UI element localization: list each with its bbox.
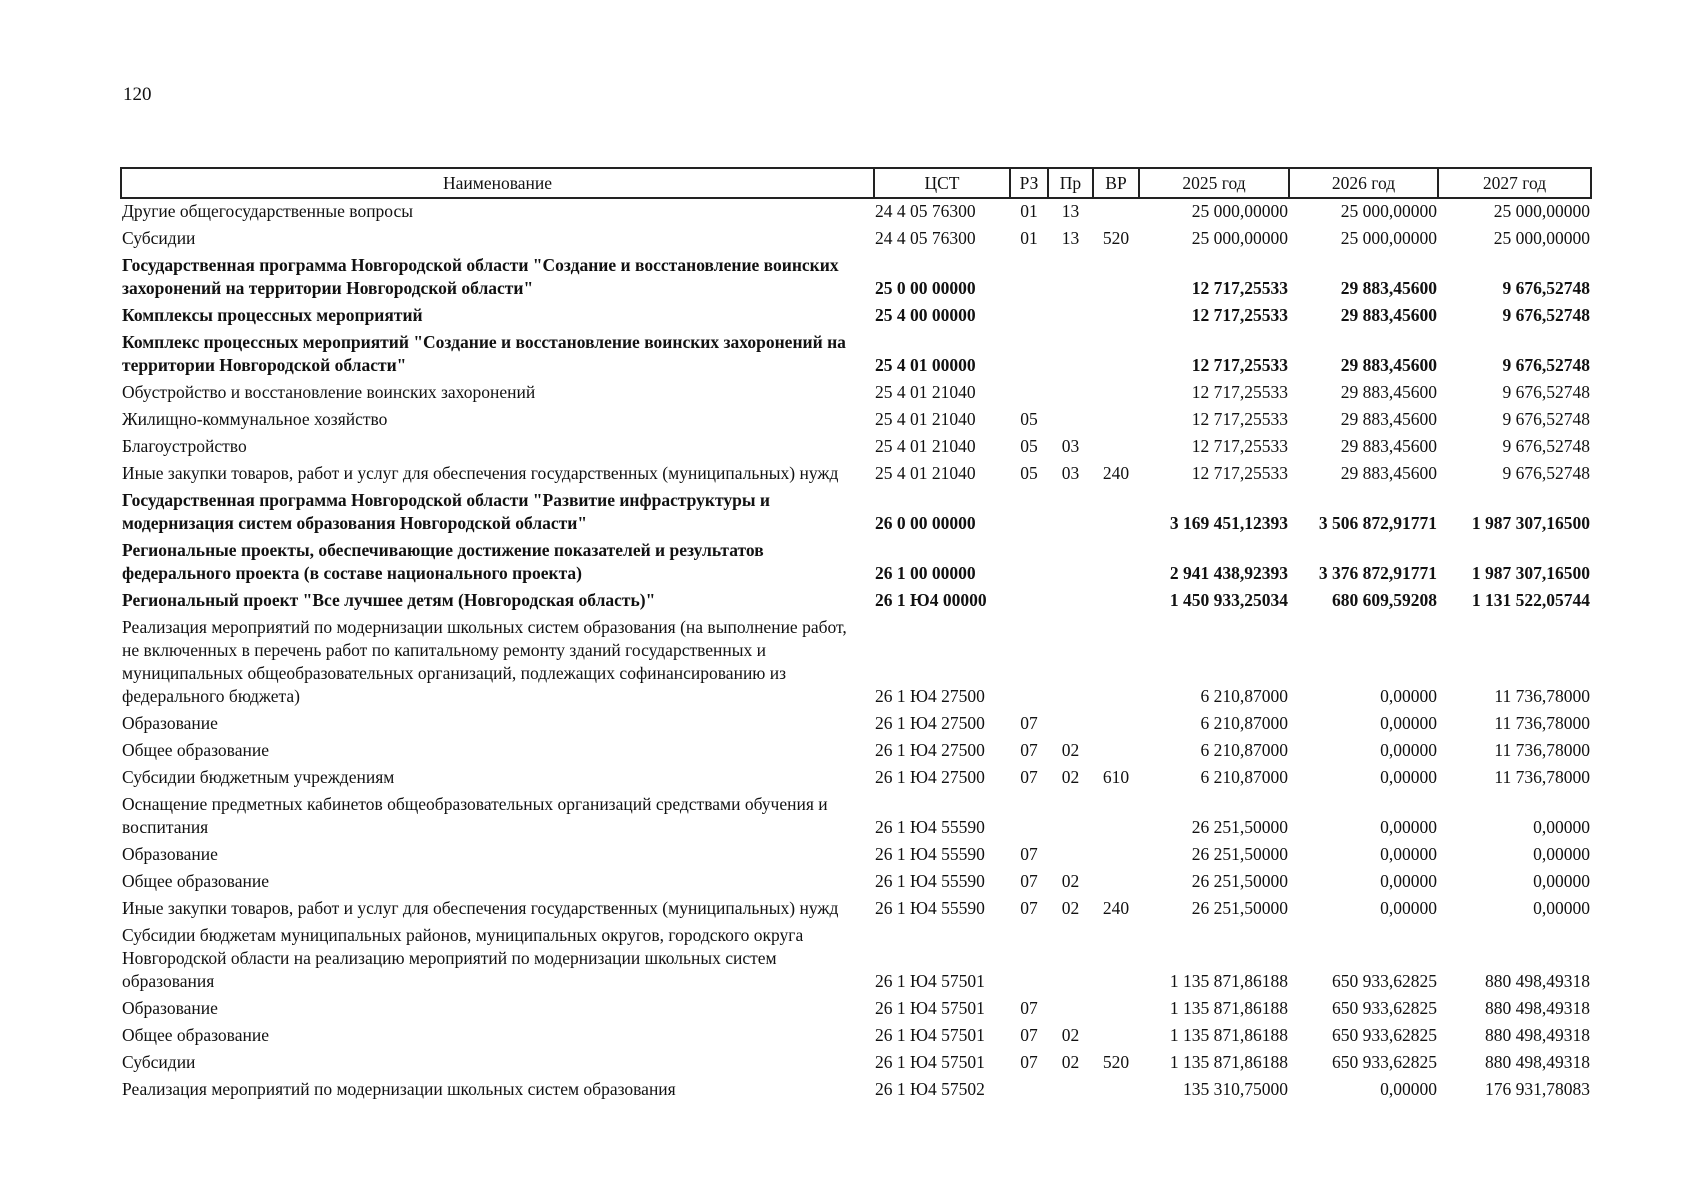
cell-pr (1048, 330, 1093, 380)
cell-cst: 26 1 Ю4 27500 (875, 767, 985, 787)
cell-y2025: 6 210,87000 (1200, 767, 1288, 787)
cell-pr (1048, 588, 1093, 615)
cell-y2026: 650 933,62825 (1332, 998, 1437, 1018)
cell-pr (1048, 615, 1093, 711)
cell-y2027: 9 676,52748 (1502, 436, 1590, 456)
cell-name: Государственная программа Новгородской области "Создание и восстановление воинских захоронений на территории Новгородской области" (122, 255, 839, 298)
cell-pr: 02 (1061, 1025, 1080, 1045)
cell-cst: 26 1 Ю4 55590 (875, 844, 985, 864)
table-row (121, 765, 1591, 792)
table-row (121, 923, 1591, 996)
cell-vr (1093, 303, 1139, 330)
cell-y2025: 12 717,25533 (1191, 409, 1288, 429)
table-row (121, 588, 1591, 615)
header-2025: 2025 год (1139, 168, 1289, 198)
budget-table (120, 167, 1592, 1104)
cell-rz (1010, 488, 1048, 538)
cell-y2025: 6 210,87000 (1200, 686, 1288, 706)
cell-cst: 25 4 01 21040 (875, 409, 976, 429)
cell-y2025: 12 717,25533 (1191, 355, 1288, 375)
cell-vr (1093, 1077, 1139, 1104)
cell-y2027: 880 498,49318 (1485, 998, 1590, 1018)
cell-y2026: 3 506 872,91771 (1318, 513, 1437, 533)
cell-y2025: 26 251,50000 (1191, 898, 1288, 918)
table-row (121, 1023, 1591, 1050)
cell-name: Реализация мероприятий по модернизации школьных систем образования (122, 1079, 676, 1099)
cell-vr (1093, 615, 1139, 711)
cell-vr (1093, 380, 1139, 407)
cell-y2027: 11 736,78000 (1494, 713, 1590, 733)
cell-y2026: 29 883,45600 (1340, 278, 1437, 298)
cell-pr: 13 (1061, 228, 1080, 248)
cell-y2027: 1 987 307,16500 (1471, 563, 1590, 583)
cell-cst: 26 1 00 00000 (875, 563, 976, 583)
cell-rz: 01 (1020, 228, 1038, 248)
cell-pr: 02 (1061, 1052, 1080, 1072)
cell-vr (1093, 253, 1139, 303)
cell-y2026: 3 376 872,91771 (1318, 563, 1437, 583)
table-header (121, 168, 1591, 198)
cell-name: Региональные проекты, обеспечивающие достижение показателей и результатов федерального проекта (в составе национального проекта) (122, 540, 764, 583)
cell-y2025: 12 717,25533 (1191, 463, 1288, 483)
cell-rz: 01 (1020, 201, 1038, 221)
cell-y2026: 0,00000 (1380, 898, 1437, 918)
cell-vr (1093, 923, 1139, 996)
cell-y2027: 880 498,49318 (1485, 971, 1590, 991)
cell-cst: 26 1 Ю4 55590 (875, 871, 985, 891)
cell-y2027: 9 676,52748 (1502, 355, 1590, 375)
table-row (121, 1050, 1591, 1077)
cell-y2027: 11 736,78000 (1494, 767, 1590, 787)
cell-y2026: 29 883,45600 (1340, 382, 1437, 402)
cell-y2027: 9 676,52748 (1502, 278, 1590, 298)
cell-pr: 13 (1061, 201, 1080, 221)
cell-cst: 25 4 00 00000 (875, 305, 976, 325)
cell-cst: 26 1 Ю4 27500 (875, 740, 985, 760)
table-row (121, 226, 1591, 253)
cell-name: Жилищно-коммунальное хозяйство (122, 409, 388, 429)
table-row (121, 461, 1591, 488)
table-row (121, 869, 1591, 896)
cell-y2025: 135 310,75000 (1183, 1079, 1288, 1099)
table-body (121, 198, 1591, 1104)
cell-y2025: 26 251,50000 (1191, 844, 1288, 864)
cell-y2026: 29 883,45600 (1340, 305, 1437, 325)
cell-pr (1048, 407, 1093, 434)
cell-cst: 26 1 Ю4 57501 (875, 998, 985, 1018)
cell-name: Другие общегосударственные вопросы (122, 201, 414, 221)
cell-rz (1010, 538, 1048, 588)
cell-y2025: 6 210,87000 (1200, 713, 1288, 733)
header-2027: 2027 год (1438, 168, 1591, 198)
cell-rz: 07 (1020, 844, 1038, 864)
cell-rz (1010, 588, 1048, 615)
cell-cst: 25 4 01 21040 (875, 463, 976, 483)
cell-pr: 03 (1061, 463, 1080, 483)
cell-y2026: 0,00000 (1380, 740, 1437, 760)
cell-y2026: 0,00000 (1380, 767, 1437, 787)
cell-rz: 07 (1020, 740, 1038, 760)
cell-vr (1093, 869, 1139, 896)
cell-pr: 02 (1061, 898, 1080, 918)
cell-y2025: 6 210,87000 (1200, 740, 1288, 760)
cell-cst: 26 1 Ю4 57502 (875, 1079, 985, 1099)
cell-cst: 25 4 01 00000 (875, 355, 976, 375)
cell-cst: 25 4 01 21040 (875, 436, 976, 456)
cell-cst: 26 1 Ю4 57501 (875, 1025, 985, 1045)
cell-rz: 07 (1020, 898, 1038, 918)
cell-y2027: 9 676,52748 (1502, 409, 1590, 429)
cell-y2027: 0,00000 (1533, 817, 1590, 837)
table-row (121, 488, 1591, 538)
cell-cst: 25 0 00 00000 (875, 278, 976, 298)
cell-vr (1093, 198, 1139, 226)
cell-vr (1093, 1023, 1139, 1050)
cell-y2025: 1 135 871,86188 (1169, 1052, 1288, 1072)
header-row (121, 168, 1591, 198)
cell-y2026: 0,00000 (1380, 817, 1437, 837)
cell-pr (1048, 996, 1093, 1023)
header-2026: 2026 год (1289, 168, 1438, 198)
cell-y2026: 0,00000 (1380, 713, 1437, 733)
cell-y2026: 29 883,45600 (1340, 436, 1437, 456)
cell-y2026: 25 000,00000 (1340, 228, 1437, 248)
cell-pr (1048, 1077, 1093, 1104)
cell-pr: 02 (1061, 871, 1080, 891)
cell-pr (1048, 303, 1093, 330)
table-row (121, 407, 1591, 434)
cell-pr (1048, 538, 1093, 588)
cell-name: Благоустройство (122, 436, 247, 456)
cell-name: Иные закупки товаров, работ и услуг для обеспечения государственных (муниципальных) нужд (122, 463, 839, 483)
cell-name: Реализация мероприятий по модернизации школьных систем образования (на выполнение работ, не включенных в перечень работ по капитальному ремонту зданий государственных и муниципальных общеобразовательных организаций, подлежащих софинансированию из федерального бюджета) (122, 617, 847, 706)
cell-y2027: 9 676,52748 (1502, 305, 1590, 325)
table-row (121, 738, 1591, 765)
table-row (121, 538, 1591, 588)
cell-y2025: 12 717,25533 (1191, 436, 1288, 456)
cell-y2027: 25 000,00000 (1493, 228, 1590, 248)
cell-cst: 26 1 Ю4 27500 (875, 713, 985, 733)
cell-pr: 02 (1061, 740, 1080, 760)
cell-vr: 610 (1102, 767, 1130, 787)
table-row (121, 380, 1591, 407)
cell-cst: 26 0 00 00000 (875, 513, 976, 533)
cell-rz (1010, 330, 1048, 380)
table-row (121, 434, 1591, 461)
cell-rz: 07 (1020, 767, 1038, 787)
cell-name: Комплексы процессных мероприятий (122, 305, 423, 325)
cell-y2025: 26 251,50000 (1191, 817, 1288, 837)
cell-pr (1048, 792, 1093, 842)
cell-y2027: 9 676,52748 (1502, 463, 1590, 483)
header-cst: ЦСТ (874, 168, 1010, 198)
cell-pr (1048, 380, 1093, 407)
cell-name: Региональный проект "Все лучшее детям (Новгородская область)" (122, 590, 656, 610)
table-row (121, 792, 1591, 842)
cell-pr (1048, 923, 1093, 996)
cell-cst: 26 1 Ю4 55590 (875, 817, 985, 837)
cell-y2025: 3 169 451,12393 (1169, 513, 1288, 533)
header-name: Наименование (121, 168, 874, 198)
header-rz: РЗ (1010, 168, 1048, 198)
cell-y2026: 25 000,00000 (1340, 201, 1437, 221)
cell-rz (1010, 303, 1048, 330)
cell-y2027: 880 498,49318 (1485, 1025, 1590, 1045)
cell-rz (1010, 253, 1048, 303)
cell-pr (1048, 842, 1093, 869)
header-vr: ВР (1093, 168, 1139, 198)
cell-name: Субсидии бюджетам муниципальных районов, муниципальных округов, городского округа Новгородской области на реализацию мероприятий по модернизации школьных систем образования (122, 925, 804, 991)
cell-cst: 26 1 Ю4 27500 (875, 686, 985, 706)
cell-y2026: 650 933,62825 (1332, 1025, 1437, 1045)
cell-vr: 520 (1102, 1052, 1130, 1072)
page-number: 120 (123, 84, 152, 105)
cell-y2027: 11 736,78000 (1494, 686, 1590, 706)
cell-name: Образование (122, 844, 218, 864)
cell-y2027: 11 736,78000 (1494, 740, 1590, 760)
cell-name: Субсидии (122, 228, 196, 248)
cell-cst: 24 4 05 76300 (875, 201, 976, 221)
cell-rz: 05 (1020, 436, 1038, 456)
cell-name: Иные закупки товаров, работ и услуг для обеспечения государственных (муниципальных) нужд (122, 898, 839, 918)
cell-pr (1048, 488, 1093, 538)
cell-rz: 05 (1020, 409, 1038, 429)
cell-rz (1010, 1077, 1048, 1104)
table-row (121, 615, 1591, 711)
cell-rz (1010, 923, 1048, 996)
cell-rz: 07 (1020, 871, 1038, 891)
cell-rz: 07 (1020, 1052, 1038, 1072)
cell-vr (1093, 434, 1139, 461)
cell-y2027: 176 931,78083 (1485, 1079, 1590, 1099)
cell-rz: 07 (1020, 1025, 1038, 1045)
cell-name: Общее образование (122, 740, 269, 760)
cell-y2025: 12 717,25533 (1191, 278, 1288, 298)
cell-y2025: 12 717,25533 (1191, 305, 1288, 325)
cell-name: Субсидии (122, 1052, 196, 1072)
cell-vr (1093, 407, 1139, 434)
cell-y2027: 0,00000 (1533, 844, 1590, 864)
cell-y2026: 680 609,59208 (1332, 590, 1437, 610)
cell-y2026: 650 933,62825 (1332, 1052, 1437, 1072)
cell-rz: 07 (1020, 998, 1038, 1018)
cell-y2026: 0,00000 (1380, 1079, 1437, 1099)
cell-vr (1093, 792, 1139, 842)
cell-name: Общее образование (122, 1025, 269, 1045)
cell-vr: 520 (1102, 228, 1130, 248)
cell-y2026: 0,00000 (1380, 871, 1437, 891)
cell-name: Комплекс процессных мероприятий "Создание и восстановление воинских захоронений на территории Новгородской области" (122, 332, 846, 375)
cell-rz (1010, 792, 1048, 842)
cell-pr (1048, 253, 1093, 303)
cell-pr: 03 (1061, 436, 1080, 456)
cell-y2026: 29 883,45600 (1340, 355, 1437, 375)
cell-vr: 240 (1102, 463, 1130, 483)
table-row (121, 996, 1591, 1023)
cell-y2025: 25 000,00000 (1191, 201, 1288, 221)
cell-y2027: 0,00000 (1533, 871, 1590, 891)
cell-vr (1093, 330, 1139, 380)
cell-name: Общее образование (122, 871, 269, 891)
cell-y2027: 9 676,52748 (1502, 382, 1590, 402)
table-row (121, 253, 1591, 303)
cell-y2025: 1 450 933,25034 (1169, 590, 1288, 610)
cell-pr: 02 (1061, 767, 1080, 787)
table-row (121, 330, 1591, 380)
cell-vr: 240 (1102, 898, 1130, 918)
cell-vr (1093, 842, 1139, 869)
table-row (121, 896, 1591, 923)
cell-name: Образование (122, 998, 218, 1018)
cell-vr (1093, 538, 1139, 588)
cell-cst: 26 1 Ю4 00000 (875, 590, 987, 610)
cell-y2026: 0,00000 (1380, 686, 1437, 706)
cell-rz: 07 (1020, 713, 1038, 733)
cell-y2027: 1 131 522,05744 (1471, 590, 1590, 610)
cell-rz: 05 (1020, 463, 1038, 483)
cell-y2027: 880 498,49318 (1485, 1052, 1590, 1072)
cell-rz (1010, 615, 1048, 711)
cell-y2026: 0,00000 (1380, 844, 1437, 864)
cell-cst: 24 4 05 76300 (875, 228, 976, 248)
table-row (121, 303, 1591, 330)
cell-cst: 26 1 Ю4 57501 (875, 971, 985, 991)
table-row (121, 842, 1591, 869)
cell-y2025: 12 717,25533 (1191, 382, 1288, 402)
cell-cst: 26 1 Ю4 57501 (875, 1052, 985, 1072)
cell-pr (1048, 711, 1093, 738)
cell-vr (1093, 588, 1139, 615)
cell-y2027: 0,00000 (1533, 898, 1590, 918)
cell-y2025: 1 135 871,86188 (1169, 971, 1288, 991)
cell-y2026: 29 883,45600 (1340, 463, 1437, 483)
cell-vr (1093, 738, 1139, 765)
cell-cst: 25 4 01 21040 (875, 382, 976, 402)
cell-y2025: 1 135 871,86188 (1169, 998, 1288, 1018)
cell-y2025: 1 135 871,86188 (1169, 1025, 1288, 1045)
table-row (121, 711, 1591, 738)
cell-name: Государственная программа Новгородской области "Развитие инфраструктуры и модернизация систем образования Новгородской области" (122, 490, 770, 533)
header-pr: Пр (1048, 168, 1093, 198)
cell-vr (1093, 488, 1139, 538)
cell-y2025: 2 941 438,92393 (1169, 563, 1288, 583)
cell-y2027: 1 987 307,16500 (1471, 513, 1590, 533)
cell-name: Образование (122, 713, 218, 733)
cell-y2027: 25 000,00000 (1493, 201, 1590, 221)
cell-y2026: 29 883,45600 (1340, 409, 1437, 429)
cell-y2026: 650 933,62825 (1332, 971, 1437, 991)
cell-y2025: 25 000,00000 (1191, 228, 1288, 248)
cell-name: Субсидии бюджетным учреждениям (122, 767, 395, 787)
table-row (121, 198, 1591, 226)
cell-name: Оснащение предметных кабинетов общеобразовательных организаций средствами обучения и воспитания (122, 794, 828, 837)
table-row (121, 1077, 1591, 1104)
cell-y2025: 26 251,50000 (1191, 871, 1288, 891)
cell-name: Обустройство и восстановление воинских захоронений (122, 382, 536, 402)
cell-cst: 26 1 Ю4 55590 (875, 898, 985, 918)
cell-vr (1093, 711, 1139, 738)
cell-vr (1093, 996, 1139, 1023)
cell-rz (1010, 380, 1048, 407)
